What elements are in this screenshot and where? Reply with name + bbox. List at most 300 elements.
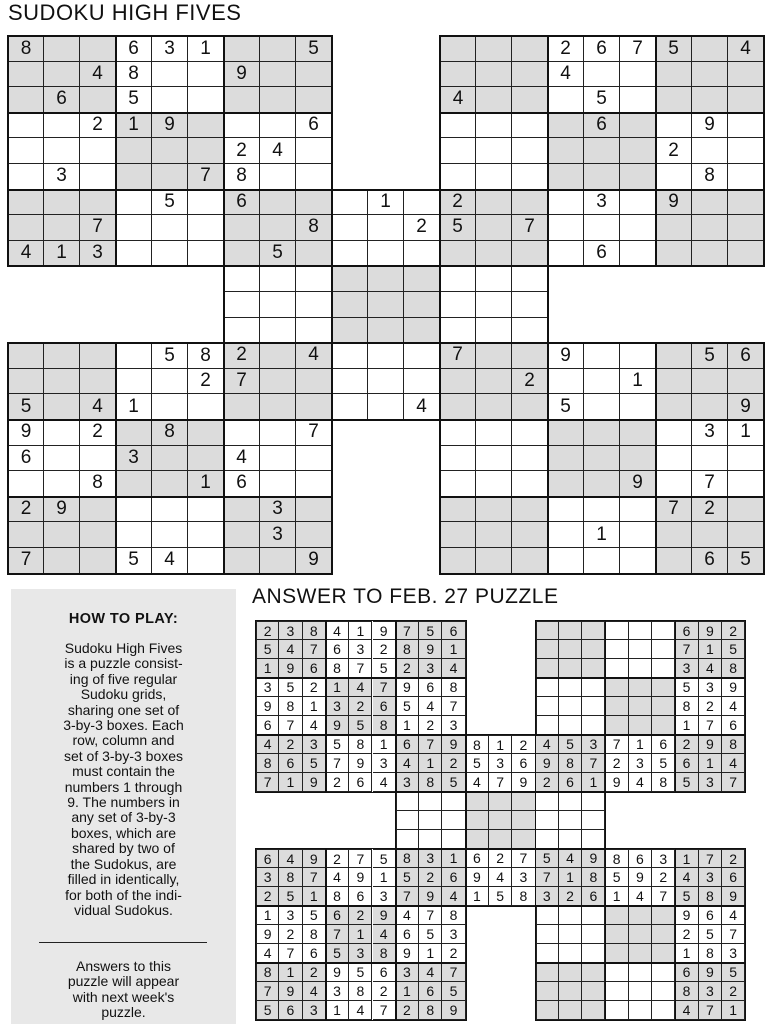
puzzle-cell [296,471,332,497]
answer-cell: 7 [396,621,419,640]
answer-cell [652,906,675,925]
answer-cell [582,1001,605,1020]
puzzle-cell [188,420,224,446]
answer-cell [559,1001,582,1020]
answer-cell: 9 [536,754,559,773]
puzzle-cell [476,292,512,318]
puzzle-cell [188,138,224,164]
answer-cell [606,697,629,716]
answer-cell: 3 [536,887,559,906]
answer-cell [536,906,559,925]
answer-cell: 5 [396,868,419,887]
puzzle-cell [188,215,224,241]
puzzle-cell [188,548,224,574]
answer-cell: 6 [396,735,419,754]
answer-cell: 1 [373,868,396,887]
puzzle-cell [296,62,332,88]
puzzle-cell [548,446,584,472]
puzzle-cell: 7 [296,420,332,446]
puzzle-cell [188,62,224,88]
answer-cell: 9 [256,697,279,716]
puzzle-cell: 7 [8,548,44,574]
puzzle-cell [44,62,80,88]
puzzle-cell [728,87,764,113]
puzzle-cell [584,369,620,395]
answer-cell: 1 [326,678,349,697]
answer-cell: 8 [652,773,675,792]
puzzle-cell [116,215,152,241]
puzzle-cell [692,215,728,241]
answer-cell: 4 [396,754,419,773]
answer-cell: 4 [699,659,722,678]
answer-cell: 2 [303,678,326,697]
answer-cell: 8 [396,640,419,659]
puzzle-cell [548,369,584,395]
puzzle-cell [368,318,404,344]
answer-cell: 3 [396,773,419,792]
answer-cell: 5 [349,963,372,982]
puzzle-cell [620,113,656,139]
puzzle-cell [548,215,584,241]
puzzle-cell [260,446,296,472]
puzzle-cell: 3 [260,497,296,523]
puzzle-cell [584,138,620,164]
answer-cell: 7 [373,678,396,697]
answer-cell [606,621,629,640]
puzzle-cell [260,471,296,497]
answer-cell [629,640,652,659]
answer-cell: 9 [582,849,605,868]
answer-cell [536,963,559,982]
answer-cell: 2 [512,735,535,754]
puzzle-cell [656,420,692,446]
puzzle-cell [8,164,44,190]
answer-cell: 2 [722,849,745,868]
puzzle-cell: 2 [548,36,584,62]
puzzle-cell: 2 [404,215,440,241]
puzzle-cell [728,241,764,267]
puzzle-cell [8,522,44,548]
puzzle-cell [152,471,188,497]
answer-cell [582,621,605,640]
puzzle-cell: 9 [548,343,584,369]
answer-cell: 1 [675,716,698,735]
puzzle-cell [656,343,692,369]
answer-cell [606,659,629,678]
puzzle-cell: 4 [548,62,584,88]
puzzle-cell [512,420,548,446]
answer-cell: 1 [442,849,465,868]
puzzle-cell [188,190,224,216]
answer-cell: 5 [722,963,745,982]
puzzle-cell [44,36,80,62]
answer-cell: 8 [722,735,745,754]
answer-cell: 3 [349,640,372,659]
answer-cell: 4 [536,735,559,754]
answer-cell [559,830,582,849]
puzzle-cell: 9 [620,471,656,497]
answer-cell: 3 [303,735,326,754]
answer-cell [536,925,559,944]
answer-cell: 8 [419,773,442,792]
answer-cell [629,982,652,1001]
puzzle-cell [116,343,152,369]
answer-cell: 1 [559,868,582,887]
puzzle-cell [368,241,404,267]
answer-cell: 6 [629,849,652,868]
answer-cell [629,906,652,925]
answer-cell: 7 [349,659,372,678]
puzzle-cell: 7 [692,471,728,497]
puzzle-cell: 1 [188,36,224,62]
puzzle-cell [476,420,512,446]
puzzle-cell: 1 [728,420,764,446]
puzzle-cell: 8 [80,471,116,497]
puzzle-cell: 1 [44,241,80,267]
puzzle-cell [296,292,332,318]
puzzle-cell [620,548,656,574]
puzzle-cell: 5 [116,87,152,113]
answer-cell: 3 [279,621,302,640]
puzzle-cell [260,420,296,446]
answer-cell: 5 [442,773,465,792]
answer-cell: 2 [349,906,372,925]
answer-cell: 4 [442,659,465,678]
answer-cell [652,716,675,735]
answer-cell [396,792,419,811]
puzzle-cell [440,446,476,472]
puzzle-cell [620,164,656,190]
puzzle-cell [512,394,548,420]
puzzle-cell [332,394,368,420]
answer-cell: 1 [699,640,722,659]
answer-cell: 9 [442,1001,465,1020]
puzzle-cell [260,318,296,344]
puzzle-cell [620,62,656,88]
puzzle-cell [188,522,224,548]
puzzle-cell: 6 [296,113,332,139]
answer-cell: 9 [442,735,465,754]
puzzle-cell [728,471,764,497]
puzzle-cell: 7 [224,369,260,395]
answer-cell: 6 [466,849,489,868]
answer-cell: 5 [303,906,326,925]
answer-cell: 2 [722,621,745,640]
answer-cell [466,811,489,830]
puzzle-cell [368,343,404,369]
answer-cell: 7 [675,640,698,659]
puzzle-cell [692,369,728,395]
answer-cell: 7 [326,925,349,944]
puzzle-cell [44,394,80,420]
puzzle-cell [548,471,584,497]
answer-cell: 4 [279,849,302,868]
answer-cell: 2 [279,735,302,754]
answer-cell [652,659,675,678]
puzzle-cell [152,522,188,548]
puzzle-cell [296,87,332,113]
answer-cell: 4 [722,697,745,716]
puzzle-cell: 7 [80,215,116,241]
answer-cell: 6 [582,887,605,906]
puzzle-cell [44,522,80,548]
answer-cell: 6 [419,678,442,697]
answer-cell: 9 [722,678,745,697]
puzzle-cell [404,241,440,267]
answer-cell: 4 [419,963,442,982]
puzzle-cell [512,36,548,62]
answer-cell: 8 [279,868,302,887]
puzzle-cell [368,394,404,420]
puzzle-cell [44,420,80,446]
puzzle-cell [728,164,764,190]
puzzle-cell [80,36,116,62]
answer-cell: 5 [419,621,442,640]
answer-cell: 7 [722,925,745,944]
puzzle-cell [296,318,332,344]
answer-cell [536,830,559,849]
answer-cell: 8 [699,944,722,963]
puzzle-cell [548,548,584,574]
answer-cell: 2 [489,849,512,868]
puzzle-cell [656,471,692,497]
answer-cell: 8 [675,697,698,716]
answer-cell: 6 [722,716,745,735]
puzzle-cell: 4 [728,36,764,62]
puzzle-cell [476,394,512,420]
puzzle-cell: 5 [116,548,152,574]
answer-cell: 4 [559,849,582,868]
answer-cell: 6 [279,754,302,773]
answer-cell [536,716,559,735]
puzzle-cell: 8 [8,36,44,62]
puzzle-cell [332,266,368,292]
answer-cell: 7 [419,906,442,925]
puzzle-cell [224,215,260,241]
puzzle-cell: 9 [296,548,332,574]
puzzle-cell [188,87,224,113]
answer-cell: 8 [349,982,372,1001]
answer-cell: 7 [699,849,722,868]
answer-cell [629,678,652,697]
answer-cell [629,621,652,640]
answer-cell: 6 [303,659,326,678]
puzzle-cell [152,215,188,241]
puzzle-cell [80,548,116,574]
puzzle-cell [440,318,476,344]
answer-cell: 2 [326,849,349,868]
puzzle-cell: 4 [404,394,440,420]
answer-cell: 8 [303,925,326,944]
puzzle-cell [116,164,152,190]
puzzle-cell [512,241,548,267]
answer-cell: 5 [373,659,396,678]
answer-cell [536,982,559,1001]
answer-cell: 4 [256,944,279,963]
answer-cell [512,830,535,849]
answer-cell [512,792,535,811]
puzzle-cell [656,215,692,241]
puzzle-cell [152,62,188,88]
answer-cell [536,811,559,830]
puzzle-cell [584,471,620,497]
answer-cell: 7 [349,849,372,868]
puzzle-cell: 2 [656,138,692,164]
puzzle-cell [692,62,728,88]
answer-cell [396,811,419,830]
puzzle-cell [152,164,188,190]
answer-cell: 4 [489,868,512,887]
answer-cell [629,1001,652,1020]
puzzle-cell [80,190,116,216]
answer-cell: 8 [303,621,326,640]
answer-cell: 4 [326,621,349,640]
puzzle-cell [152,497,188,523]
puzzle-cell [512,343,548,369]
answer-cell: 1 [326,1001,349,1020]
puzzle-cell [188,497,224,523]
puzzle-cell [152,394,188,420]
puzzle-cell [476,190,512,216]
puzzle-cell: 2 [188,369,224,395]
puzzle-cell [44,138,80,164]
answer-cell [559,906,582,925]
answer-cell: 9 [419,640,442,659]
answer-cell [536,659,559,678]
answer-cell [652,944,675,963]
puzzle-cell [260,369,296,395]
puzzle-cell [620,343,656,369]
answer-cell: 8 [582,868,605,887]
answer-cell: 4 [629,773,652,792]
answer-cell: 3 [699,678,722,697]
answer-cell: 9 [419,887,442,906]
answer-cell: 8 [349,735,372,754]
answer-cell [559,621,582,640]
answer-cell: 1 [396,982,419,1001]
puzzle-cell [116,369,152,395]
puzzle-cell [548,164,584,190]
puzzle-cell [8,138,44,164]
answer-cell: 7 [582,754,605,773]
answer-cell: 2 [256,887,279,906]
puzzle-cell [440,522,476,548]
answer-cell [489,830,512,849]
answer-cell: 7 [652,887,675,906]
answer-cell [582,963,605,982]
puzzle-cell: 8 [692,164,728,190]
answer-cell [536,792,559,811]
answer-cell: 3 [279,906,302,925]
answers-note: Answers to this puzzle will appear with next week's puzzle. [67,958,180,1021]
answer-cell [559,963,582,982]
puzzle-cell: 4 [80,62,116,88]
answer-cell [559,811,582,830]
answer-cell [629,944,652,963]
answer-cell [419,811,442,830]
puzzle-cell [368,292,404,318]
puzzle-cell [332,190,368,216]
puzzle-cell [44,548,80,574]
puzzle-cell [440,62,476,88]
puzzle-cell: 2 [80,113,116,139]
answer-cell: 5 [699,925,722,944]
answer-cell [536,1001,559,1020]
answer-cell: 6 [652,735,675,754]
puzzle-cell [224,87,260,113]
puzzle-cell [476,164,512,190]
answer-cell [629,925,652,944]
answer-cell: 5 [256,1001,279,1020]
puzzle-cell: 4 [440,87,476,113]
puzzle-cell: 3 [260,522,296,548]
answer-cell [419,830,442,849]
puzzle-cell: 7 [620,36,656,62]
answer-cell: 4 [419,697,442,716]
puzzle-cell [512,548,548,574]
puzzle-cell [440,36,476,62]
answer-cell [582,906,605,925]
puzzle-cell: 2 [692,497,728,523]
puzzle-cell: 2 [8,497,44,523]
puzzle-cell [440,241,476,267]
puzzle-cell [152,446,188,472]
puzzle-cell [512,164,548,190]
answer-cell [442,792,465,811]
puzzle-cell [548,497,584,523]
puzzle-cell: 5 [656,36,692,62]
puzzle-cell [8,343,44,369]
puzzle-cell [620,87,656,113]
puzzle-cell [332,241,368,267]
how-to-play-heading: HOW TO PLAY: [68,611,179,627]
answer-cell: 1 [373,735,396,754]
puzzle-cell [656,62,692,88]
puzzle-cell [440,471,476,497]
answer-cell [536,944,559,963]
how-to-play-panel [11,589,236,1024]
puzzle-cell [440,497,476,523]
puzzle-cell [476,87,512,113]
puzzle-cell [8,369,44,395]
answer-cell: 3 [699,982,722,1001]
puzzle-cell: 1 [188,471,224,497]
puzzle-cell: 5 [260,241,296,267]
puzzle-cell [476,215,512,241]
answer-cell: 3 [419,849,442,868]
answer-cell: 1 [279,773,302,792]
puzzle-cell: 8 [224,164,260,190]
answer-cell [629,963,652,982]
answer-cell: 6 [373,697,396,716]
answer-cell [582,830,605,849]
answer-cell: 8 [606,849,629,868]
puzzle-cell [620,394,656,420]
puzzle-cell [656,87,692,113]
answer-cell: 4 [675,868,698,887]
answer-cell: 4 [373,925,396,944]
answer-cell [582,678,605,697]
answer-cell: 6 [442,621,465,640]
answer-cell: 1 [303,887,326,906]
answer-cell: 4 [629,887,652,906]
answer-cell: 7 [256,773,279,792]
puzzle-cell: 1 [116,113,152,139]
answer-cell: 9 [396,944,419,963]
puzzle-cell [728,522,764,548]
puzzle-cell: 8 [188,343,224,369]
answer-cell [652,1001,675,1020]
